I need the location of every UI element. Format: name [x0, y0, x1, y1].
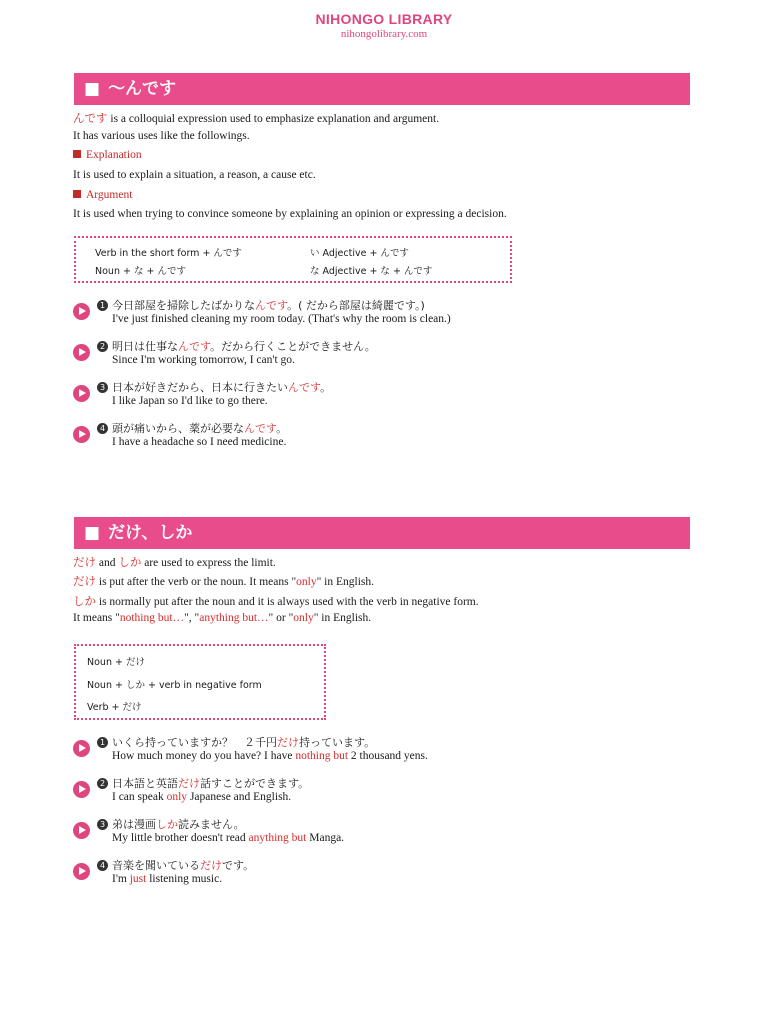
site-header: [0, 11, 768, 40]
play-audio-icon[interactable]: [73, 822, 90, 839]
example-3: [73, 379, 693, 419]
example-number: 4: [97, 860, 108, 871]
bullet-square-icon: [73, 150, 81, 158]
explanation-text: It is used to explain a situation, a reason, a cause etc.: [73, 169, 316, 181]
limit-line-2: だけ is put after the verb or the noun. It means "only" in English.: [73, 576, 374, 588]
formula-item: Noun + しか + verb in negative form: [87, 680, 262, 691]
limit-line-3: しか is normally put after the noun and it is always used with the verb in negative form.: [73, 596, 479, 608]
example-number: 1: [97, 300, 108, 311]
example-japanese: 明日は仕事なんです。だから行くことができません。: [112, 340, 376, 353]
example-number: 3: [97, 382, 108, 393]
example-number: 2: [97, 778, 108, 789]
example-1: [73, 734, 693, 774]
example-japanese: 頭が痛いから、薬が必要なんです。: [112, 422, 288, 435]
bullet-square-icon: [73, 190, 81, 198]
play-audio-icon[interactable]: [73, 344, 90, 361]
site-url[interactable]: nihongolibrary.com: [340, 28, 428, 40]
play-audio-icon[interactable]: [73, 385, 90, 402]
example-japanese: いくら持っていますか？ ２千円だけ持っています。: [112, 736, 376, 749]
example-japanese: 今日部屋を掃除したばかりなんです。( だから部屋は綺麗です。): [112, 299, 425, 312]
play-audio-icon[interactable]: [73, 863, 90, 880]
example-japanese: 音楽を聞いているだけです。: [112, 859, 255, 872]
example-number: 4: [97, 423, 108, 434]
intro-line-2: It has various uses like the followings.: [73, 130, 250, 142]
example-english: I've just finished cleaning my room today. (That's why the room is clean.): [112, 313, 451, 325]
section-title-dake-shika: ■ だけ、しか: [74, 517, 690, 549]
site-logo[interactable]: NIHONGO LIBRARY: [315, 11, 453, 27]
formula-box: [74, 644, 326, 720]
formula-item: い Adjective + んです: [310, 248, 409, 259]
formula-item: Verb in the short form + んです: [95, 248, 242, 259]
formula-item: Noun + だけ: [87, 657, 145, 668]
play-audio-icon[interactable]: [73, 740, 90, 757]
example-japanese: 日本語と英語だけ話すことができます。: [112, 777, 310, 790]
example-english: Since I'm working tomorrow, I can't go.: [112, 354, 295, 366]
square-icon: ■: [84, 79, 101, 99]
formula-box: [74, 236, 512, 283]
intro-line-1: んです is a colloquial expression used to emphasize explanation and argument.: [73, 113, 440, 125]
example-1: [73, 297, 693, 337]
example-english: How much money do you have? I have nothing but 2 thousand yens.: [112, 750, 428, 762]
formula-item: な Adjective + な + んです: [310, 266, 433, 277]
square-icon: ■: [84, 523, 101, 543]
example-english: I'm just listening music.: [112, 873, 223, 885]
example-4: [73, 857, 693, 897]
explanation-heading: Explanation: [73, 149, 142, 161]
example-2: [73, 775, 693, 815]
example-japanese: 日本が好きだから、日本に行きたいんです。: [112, 381, 332, 394]
formula-item: Verb + だけ: [87, 702, 142, 713]
limit-line-1: だけ and しか are used to express the limit.: [73, 557, 276, 569]
example-number: 3: [97, 819, 108, 830]
formula-item: Noun + な + んです: [95, 266, 186, 277]
argument-heading: Argument: [73, 189, 132, 201]
example-3: [73, 816, 693, 856]
limit-line-4: It means "nothing but…", "anything but…" or "only" in English.: [73, 612, 372, 624]
example-japanese: 弟は漫画しか読みません。: [112, 818, 245, 831]
example-english: I have a headache so I need medicine.: [112, 436, 287, 448]
play-audio-icon[interactable]: [73, 426, 90, 443]
play-audio-icon[interactable]: [73, 781, 90, 798]
play-audio-icon[interactable]: [73, 303, 90, 320]
example-english: My little brother doesn't read anything but Manga.: [112, 832, 345, 844]
section-title-ndesu: ■ 〜んです: [74, 73, 690, 105]
example-number: 1: [97, 737, 108, 748]
example-english: I like Japan so I'd like to go there.: [112, 395, 268, 407]
example-english: I can speak only Japanese and English.: [112, 791, 292, 803]
example-4: [73, 420, 693, 460]
argument-text: It is used when trying to convince someone by explaining an opinion or expressing a decision.: [73, 208, 507, 220]
example-2: [73, 338, 693, 378]
example-number: 2: [97, 341, 108, 352]
